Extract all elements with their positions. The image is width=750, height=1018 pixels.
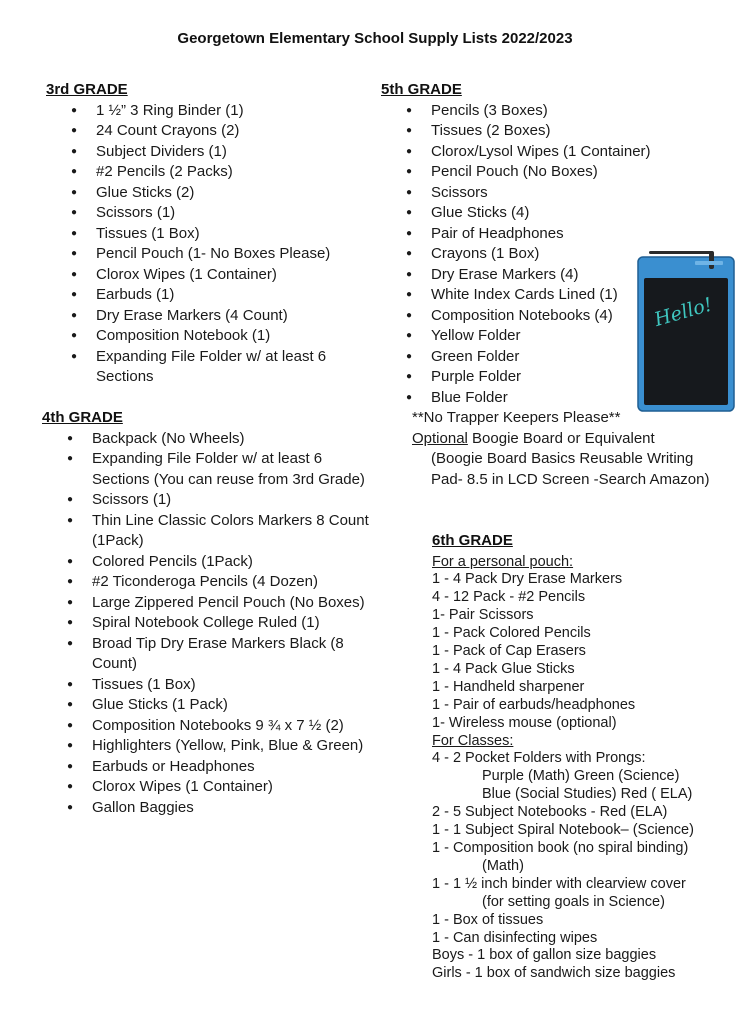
list-item: ● 24 Count Crayons (2): [46, 121, 366, 142]
list-item: ● Glue Sticks (4): [381, 203, 691, 224]
grade4-heading: 4th GRADE: [42, 409, 123, 426]
pouch-label: For a personal pouch:: [432, 553, 574, 570]
list-item: ● Scissors (1): [46, 203, 366, 224]
board-handwriting: Hello!: [651, 293, 715, 331]
grade6-heading: 6th GRADE: [432, 532, 513, 549]
grade5-heading: 5th GRADE: [381, 81, 462, 98]
list-item: ● Earbuds (1): [46, 285, 366, 306]
list-item: ● Crayons (1 Box): [381, 244, 691, 265]
list-item: 2 - 5 Subject Notebooks - Red (ELA): [432, 804, 668, 821]
list-item: ● Colored Pencils (1Pack): [42, 552, 382, 573]
list-item: Purple (Math) Green (Science): [482, 768, 680, 785]
list-item: 1 - Pack Colored Pencils: [432, 625, 591, 642]
list-item: ● Large Zippered Pencil Pouch (No Boxes): [42, 593, 382, 614]
board-screen: [644, 278, 728, 405]
list-item: ● Clorox Wipes (1 Container): [46, 265, 366, 286]
list-item: 1 - 4 Pack Glue Sticks: [432, 660, 575, 677]
list-item: ● Tissues (2 Boxes): [381, 121, 691, 142]
list-item: 1 - Handheld sharpener: [432, 678, 585, 695]
list-item: ● Thin Line Classic Colors Markers 8 Count (1Pack): [42, 511, 387, 552]
list-item: ● Broad Tip Dry Erase Markers Black (8 Count): [42, 634, 367, 675]
list-item: Boys - 1 box of gallon size baggies: [432, 947, 657, 964]
list-item: 1 - Pack of Cap Erasers: [432, 643, 586, 660]
no-trapper-note: **No Trapper Keepers Please**: [412, 409, 621, 426]
grade4-section: [42, 408, 382, 818]
stylus-clip-icon: [709, 251, 714, 269]
list-item: ● Clorox Wipes (1 Container): [42, 777, 382, 798]
list-item: 1 - Can disinfecting wipes: [432, 929, 598, 946]
classes-label: For Classes:: [432, 732, 514, 749]
list-item: ● #2 Pencils (2 Packs): [46, 162, 366, 183]
list-item: ● Tissues (1 Box): [46, 224, 366, 245]
list-item: 1- Wireless mouse (optional): [432, 714, 617, 731]
grade4-list: [42, 429, 382, 819]
list-item: ● Green Folder: [381, 347, 691, 368]
list-item: (Math): [482, 857, 524, 874]
list-item: ● Earbuds or Headphones: [42, 757, 382, 778]
list-item: ● Clorox/Lysol Wipes (1 Container): [381, 142, 691, 163]
grade3-heading: 3rd GRADE: [46, 81, 128, 98]
list-item: ● Glue Sticks (1 Pack): [42, 695, 382, 716]
list-item: ● Expanding File Folder w/ at least 6 Sections: [46, 347, 340, 388]
list-item: 1 - 1 Subject Spiral Notebook– (Science): [432, 822, 694, 839]
list-item: 1- Pair Scissors: [432, 607, 534, 624]
stylus-icon: [649, 251, 713, 254]
list-item: ● Highlighters (Yellow, Pink, Blue & Green): [42, 736, 382, 757]
list-item: ● #2 Ticonderoga Pencils (4 Dozen): [42, 572, 382, 593]
list-item: 1 - Box of tissues: [432, 911, 544, 928]
list-item: 1 - 4 Pack Dry Erase Markers: [432, 571, 623, 588]
optional-line: [412, 429, 691, 450]
list-item: ● Dry Erase Markers (4): [381, 265, 691, 286]
list-item: ● Gallon Baggies: [42, 798, 382, 819]
list-item: ● Pair of Headphones: [381, 224, 691, 245]
optional-label: Optional: [412, 429, 468, 447]
list-item: ● Spiral Notebook College Ruled (1): [42, 613, 382, 634]
list-item: ● Pencils (3 Boxes): [381, 101, 691, 122]
list-item: ● Scissors: [381, 183, 691, 204]
list-item: Blue (Social Studies) Red ( ELA): [482, 786, 693, 803]
list-item: 4 - 2 Pocket Folders with Prongs:: [432, 750, 646, 767]
list-item: ● Blue Folder: [381, 388, 691, 409]
list-item: ● 1 ½” 3 Ring Binder (1): [46, 101, 366, 122]
list-item: ● Glue Sticks (2): [46, 183, 366, 204]
list-item: 1 - 1 ½ inch binder with clearview cover: [432, 875, 686, 892]
list-item: ● Scissors (1): [42, 490, 382, 511]
page-title: Georgetown Elementary School Supply Lists 2022/2023: [177, 30, 573, 47]
optional-detail: (Boogie Board Basics Reusable Writing Pad- 8.5 in LCD Screen -Search Amazon): [431, 450, 710, 488]
list-item: ● Backpack (No Wheels): [42, 429, 382, 450]
list-item: (for setting goals in Science): [482, 893, 665, 910]
list-item: ● Purple Folder: [381, 367, 691, 388]
list-item: ● Dry Erase Markers (4 Count): [46, 306, 366, 327]
grade3-list: [46, 101, 366, 388]
list-item: ● Yellow Folder: [381, 326, 691, 347]
list-item: 1 - Composition book (no spiral binding): [432, 840, 689, 856]
list-item: ● White Index Cards Lined (1): [381, 285, 691, 306]
list-item: ● Pencil Pouch (No Boxes): [381, 162, 691, 183]
list-item: 4 - 12 Pack - #2 Pencils: [432, 589, 586, 606]
list-item: ● Composition Notebook (1): [46, 326, 366, 347]
list-item: ● Subject Dividers (1): [46, 142, 366, 163]
list-item: ● Pencil Pouch (1- No Boxes Please): [46, 244, 366, 265]
optional-text: Boogie Board or Equivalent: [467, 429, 655, 447]
list-item: 1 - Pair of earbuds/headphones: [432, 696, 636, 713]
list-item: Girls - 1 box of sandwich size baggies: [432, 965, 676, 982]
list-item: ● Tissues (1 Box): [42, 675, 382, 696]
list-item: ● Expanding File Folder w/ at least 6 Sections (You can reuse from 3rd Grade): [42, 449, 382, 490]
grade3-section: [46, 80, 366, 388]
list-item: ● Composition Notebooks 9 ¾ x 7 ½ (2): [42, 716, 382, 737]
boogie-board-image: [637, 251, 737, 412]
board-logo-icon: [695, 261, 723, 265]
list-item: ● Composition Notebooks (4): [381, 306, 691, 327]
boogie-board-illustration: [637, 251, 737, 412]
grade6-section: [432, 531, 732, 983]
